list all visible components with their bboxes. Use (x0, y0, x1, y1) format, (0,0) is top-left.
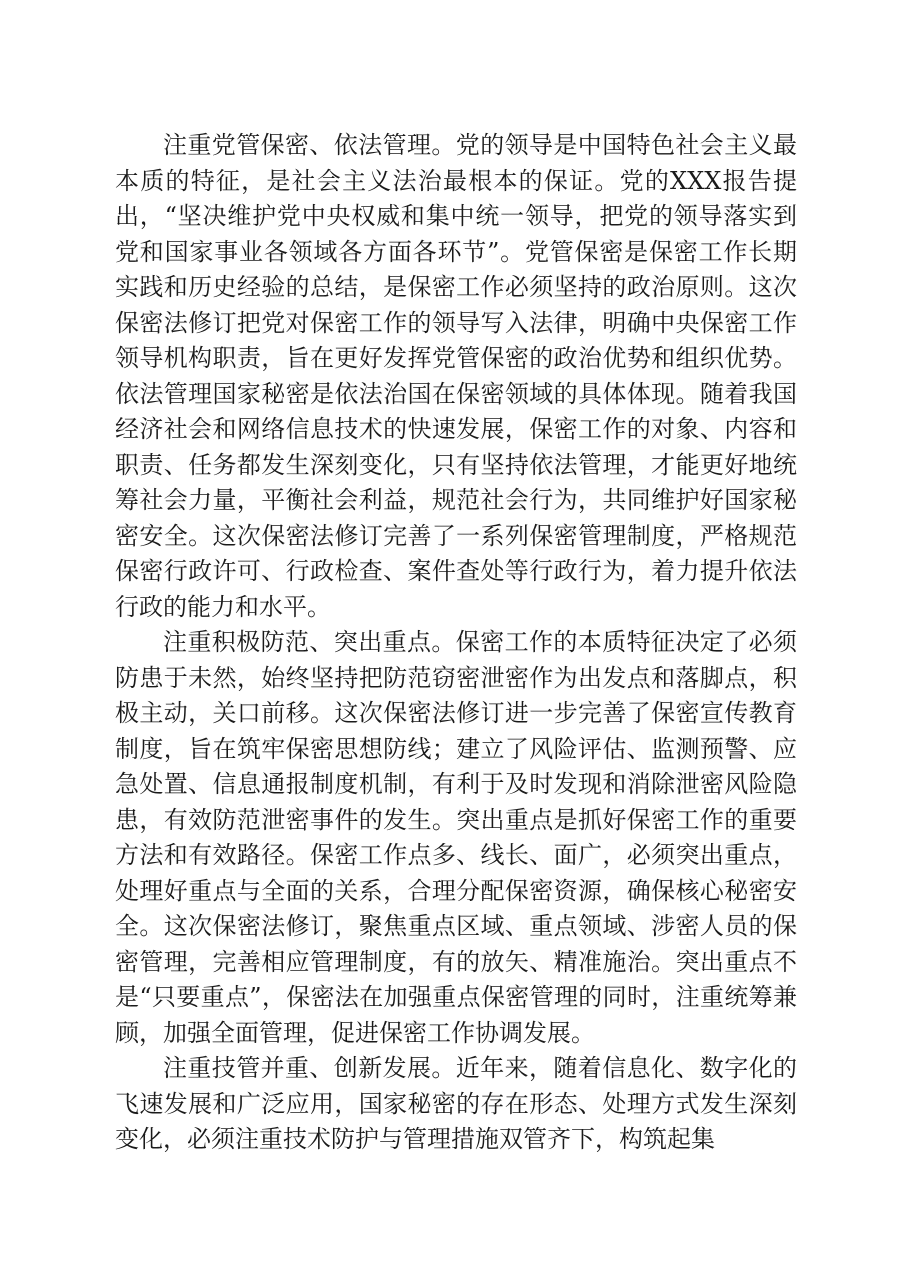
document-body (115, 128, 797, 1158)
paragraph-tech-management: 注重技管并重、创新发展。近年来，随着信息化、数字化的飞速发展和广泛应用，国家秘密的存在形态、处理方式发生深刻变化，必须注重技术防护与管理措施双管齐下，构筑起集 (115, 1054, 797, 1153)
paragraph-party-leadership: 注重党管保密、依法管理。党的领导是中国特色社会主义最本质的特征，是社会主义法治最根本的保证。党的XXX报告提出，“坚决维护党中央权威和集中统一领导，把党的领导落实到党和国家事业各领域各方面各环节”。党管保密是保密工作长期实践和历史经验的总结，是保密工作必须坚持的政治原则。这次保密法修订把党对保密工作的领导写入法律，明确中央保密工作领导机构职责，旨在更好发挥党管保密的政治优势和组织优势。依法管理国家秘密是依法治国在保密领域的具体体现。随着我国经济社会和网络信息技术的快速发展，保密工作的对象、内容和职责、任务都发生深刻变化，只有坚持依法管理，才能更好地统筹社会力量，平衡社会利益，规范社会行为，共同维护好国家秘密安全。这次保密法修订完善了一系列保密管理制度，严格规范保密行政许可、行政检查、案件查处等行政行为，着力提升依法行政的能力和水平。 (115, 131, 797, 621)
paragraph-prevention-focus: 注重积极防范、突出重点。保密工作的本质特征决定了必须防患于未然，始终坚持把防范窃密泄密作为出发点和落脚点，积极主动，关口前移。这次保密法修订进一步完善了保密宣传教育制度，旨在筑牢保密思想防线；建立了风险评估、监测预警、应急处置、信息通报制度机制，有利于及时发现和消除泄密风险隐患，有效防范泄密事件的发生。突出重点是抓好保密工作的重要方法和有效路径。保密工作点多、线长、面广，必须突出重点，处理好重点与全面的关系，合理分配保密资源，确保核心秘密安全。这次保密法修订，聚焦重点区域、重点领域、涉密人员的保密管理，完善相应管理制度，有的放矢、精准施治。突出重点不是“只要重点”，保密法在加强重点保密管理的同时，注重统筹兼顾，加强全面管理，促进保密工作协调发展。 (115, 628, 797, 1047)
